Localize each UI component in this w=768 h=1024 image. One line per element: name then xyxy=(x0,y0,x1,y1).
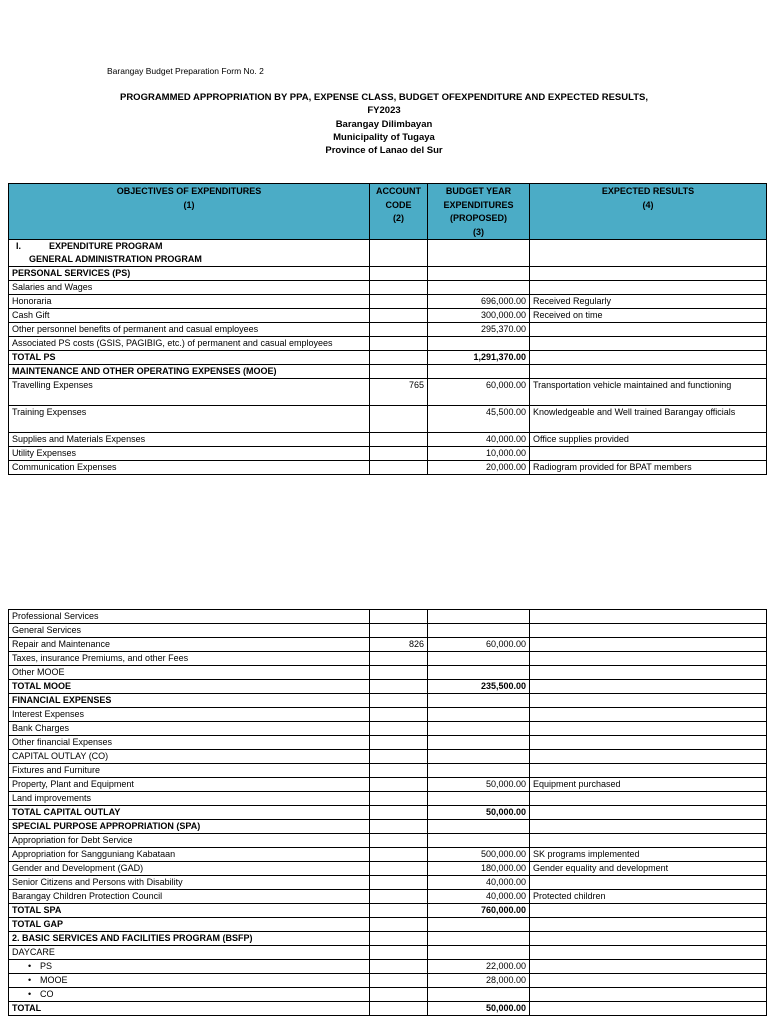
cell-account-code xyxy=(370,862,428,876)
cell-objective: DAYCARE xyxy=(9,946,370,960)
header-objectives: OBJECTIVES OF EXPENDITURES (1) xyxy=(9,184,370,240)
cell-account-code xyxy=(370,848,428,862)
table-row xyxy=(9,918,767,932)
table-row xyxy=(9,806,767,820)
cell-expected-result xyxy=(530,447,767,461)
cell-expected-result xyxy=(530,337,767,351)
table-row xyxy=(9,351,767,365)
cell-expected-result xyxy=(530,876,767,890)
cell-amount: 1,291,370.00 xyxy=(428,351,530,365)
cell-objective: Appropriation for Sangguniang Kabataan xyxy=(9,848,370,862)
table-row xyxy=(9,974,767,988)
cell-account-code xyxy=(370,447,428,461)
cell-account-code: 765 xyxy=(370,379,428,406)
cell-objective: Fixtures and Furniture xyxy=(9,764,370,778)
section-heading-row xyxy=(9,240,767,267)
cell-account-code xyxy=(370,876,428,890)
table-row xyxy=(9,447,767,461)
cell-objective: Barangay Children Protection Council xyxy=(9,890,370,904)
cell-amount: 28,000.00 xyxy=(428,974,530,988)
cell-amount: 300,000.00 xyxy=(428,309,530,323)
cell-objective: TOTAL MOOE xyxy=(9,680,370,694)
cell-objective: CAPITAL OUTLAY (CO) xyxy=(9,750,370,764)
cell-expected-result xyxy=(530,624,767,638)
table-row xyxy=(9,680,767,694)
cell-amount xyxy=(428,750,530,764)
cell-objective: TOTAL GAP xyxy=(9,918,370,932)
cell-amount xyxy=(428,337,530,351)
cell-expected-result: Received Regularly xyxy=(530,295,767,309)
table-row xyxy=(9,736,767,750)
cell-expected-result xyxy=(530,351,767,365)
cell-expected-result xyxy=(530,281,767,295)
cell-account-code xyxy=(370,1002,428,1016)
cell-expected-result xyxy=(530,610,767,624)
cell-amount xyxy=(428,666,530,680)
cell-amount xyxy=(428,946,530,960)
cell-amount: 20,000.00 xyxy=(428,461,530,475)
cell-amount xyxy=(428,932,530,946)
cell-expected-result xyxy=(530,946,767,960)
cell-account-code xyxy=(370,680,428,694)
cell-amount: 60,000.00 xyxy=(428,379,530,406)
cell-objective: 2. BASIC SERVICES AND FACILITIES PROGRAM (BSFP) xyxy=(9,932,370,946)
section-title: EXPENDITURE PROGRAM xyxy=(49,241,163,251)
cell-expected-result xyxy=(530,652,767,666)
table-row xyxy=(9,904,767,918)
cell-account-code xyxy=(370,624,428,638)
cell-account-code xyxy=(370,652,428,666)
cell-objective: Professional Services xyxy=(9,610,370,624)
cell-expected-result xyxy=(530,323,767,337)
cell-account-code xyxy=(370,750,428,764)
table-row xyxy=(9,764,767,778)
cell-objective: TOTAL xyxy=(9,1002,370,1016)
cell-objective: Senior Citizens and Persons with Disability xyxy=(9,876,370,890)
cell-account-code xyxy=(370,365,428,379)
table-row xyxy=(9,337,767,351)
cell-expected-result: Knowledgeable and Well trained Barangay officials xyxy=(530,406,767,433)
cell-expected-result: SK programs implemented xyxy=(530,848,767,862)
cell-objective: General Services xyxy=(9,624,370,638)
cell-expected-result xyxy=(530,708,767,722)
cell-expected-result xyxy=(530,988,767,1002)
cell-expected-result xyxy=(530,267,767,281)
cell-account-code xyxy=(370,461,428,475)
table-row xyxy=(9,1002,767,1016)
title-line: PROGRAMMED APPROPRIATION BY PPA, EXPENSE CLASS, BUDGET OFEXPENDITURE AND EXPECTED RESULTS, xyxy=(119,92,648,103)
cell-expected-result xyxy=(530,960,767,974)
table-row xyxy=(9,638,767,652)
table-row xyxy=(9,848,767,862)
bullet-icon: • xyxy=(28,975,32,985)
cell-account-code xyxy=(370,820,428,834)
cell-expected-result: Equipment purchased xyxy=(530,778,767,792)
cell-objective: Supplies and Materials Expenses xyxy=(9,433,370,447)
cell-amount xyxy=(428,918,530,932)
table-row xyxy=(9,876,767,890)
cell-expected-result xyxy=(530,806,767,820)
cell-account-code xyxy=(370,890,428,904)
cell-expected-result xyxy=(530,932,767,946)
cell-objective: Appropriation for Debt Service xyxy=(9,834,370,848)
table-row xyxy=(9,610,767,624)
cell-amount xyxy=(428,281,530,295)
cell-amount: 22,000.00 xyxy=(428,960,530,974)
cell-amount: 40,000.00 xyxy=(428,876,530,890)
cell-objective: Bank Charges xyxy=(9,722,370,736)
cell-account-code xyxy=(370,351,428,365)
cell-account-code xyxy=(370,904,428,918)
cell-account-code xyxy=(370,295,428,309)
cell-account-code xyxy=(370,309,428,323)
cell-expected-result xyxy=(530,750,767,764)
cell-expected-result xyxy=(530,834,767,848)
cell-expected-result xyxy=(530,680,767,694)
table-row xyxy=(9,750,767,764)
cell-objective: FINANCIAL EXPENSES xyxy=(9,694,370,708)
title-line: Municipality of Tugaya xyxy=(333,131,435,143)
cell-account-code xyxy=(370,722,428,736)
cell-expected-result xyxy=(530,638,767,652)
cell-expected-result xyxy=(530,736,767,750)
cell-amount: 760,000.00 xyxy=(428,904,530,918)
cell-amount: 696,000.00 xyxy=(428,295,530,309)
cell-objective: Salaries and Wages xyxy=(9,281,370,295)
cell-amount xyxy=(428,694,530,708)
cell-objective: Interest Expenses xyxy=(9,708,370,722)
cell-account-code xyxy=(370,764,428,778)
table-row xyxy=(9,379,767,406)
program-title: GENERAL ADMINISTRATION PROGRAM xyxy=(29,254,202,264)
table-row xyxy=(9,960,767,974)
section-numeral: I. xyxy=(16,241,22,251)
cell-objective: Travelling Expenses xyxy=(9,379,370,406)
table-row xyxy=(9,666,767,680)
cell-amount xyxy=(428,365,530,379)
table-row xyxy=(9,323,767,337)
cell-amount: 40,000.00 xyxy=(428,433,530,447)
header-expected-results: EXPECTED RESULTS (4) xyxy=(530,184,767,240)
cell-expected-result xyxy=(530,722,767,736)
cell-account-code xyxy=(370,337,428,351)
table-row xyxy=(9,778,767,792)
cell-objective: Cash Gift xyxy=(9,309,370,323)
cell-objective: TOTAL PS xyxy=(9,351,370,365)
table-row xyxy=(9,461,767,475)
table-row xyxy=(9,722,767,736)
cell-objective: Gender and Development (GAD) xyxy=(9,862,370,876)
cell-amount xyxy=(428,988,530,1002)
cell-objective: • CO xyxy=(9,988,370,1002)
cell-objective: Training Expenses xyxy=(9,406,370,433)
table-row xyxy=(9,309,767,323)
table-row xyxy=(9,267,767,281)
table-row xyxy=(9,365,767,379)
cell-objective: MAINTENANCE AND OTHER OPERATING EXPENSES (MOOE) xyxy=(9,365,370,379)
cell-objective: SPECIAL PURPOSE APPROPRIATION (SPA) xyxy=(9,820,370,834)
table-row xyxy=(9,988,767,1002)
cell-amount xyxy=(428,820,530,834)
cell-objective: • MOOE xyxy=(9,974,370,988)
cell-expected-result xyxy=(530,694,767,708)
cell-amount: 45,500.00 xyxy=(428,406,530,433)
cell-amount xyxy=(428,624,530,638)
cell-objective: • PS xyxy=(9,960,370,974)
cell-expected-result xyxy=(530,820,767,834)
cell-objective: Honoraria xyxy=(9,295,370,309)
cell-amount: 40,000.00 xyxy=(428,890,530,904)
cell-account-code xyxy=(370,946,428,960)
cell-expected-result: Protected children xyxy=(530,890,767,904)
cell-account-code xyxy=(370,610,428,624)
cell-account-code xyxy=(370,406,428,433)
cell-account-code xyxy=(370,694,428,708)
cell-amount: 180,000.00 xyxy=(428,862,530,876)
bullet-icon: • xyxy=(28,961,32,971)
cell-account-code xyxy=(370,708,428,722)
cell-objective: TOTAL CAPITAL OUTLAY xyxy=(9,806,370,820)
cell-amount: 50,000.00 xyxy=(428,778,530,792)
form-label: Barangay Budget Preparation Form No. 2 xyxy=(107,66,264,76)
cell-objective: PERSONAL SERVICES (PS) xyxy=(9,267,370,281)
cell-amount xyxy=(428,267,530,281)
table-row xyxy=(9,792,767,806)
title-line: Province of Lanao del Sur xyxy=(325,145,443,157)
table-row xyxy=(9,406,767,433)
cell-account-code xyxy=(370,433,428,447)
cell-amount xyxy=(428,722,530,736)
cell-expected-result: Gender equality and development xyxy=(530,862,767,876)
header-budget-year: BUDGET YEAR EXPENDITURES (PROPOSED) (3) xyxy=(428,184,530,240)
title-line: FY2023 xyxy=(367,105,401,117)
table-row xyxy=(9,820,767,834)
cell-amount xyxy=(428,708,530,722)
table-header-row xyxy=(9,184,767,240)
cell-account-code xyxy=(370,806,428,820)
cell-amount xyxy=(428,736,530,750)
bullet-icon: • xyxy=(28,989,32,999)
cell-expected-result xyxy=(530,904,767,918)
cell-amount: 10,000.00 xyxy=(428,447,530,461)
cell-expected-result: Office supplies provided xyxy=(530,433,767,447)
header-account-code: ACCOUNT CODE (2) xyxy=(370,184,428,240)
table-row xyxy=(9,834,767,848)
table-row xyxy=(9,295,767,309)
cell-account-code xyxy=(370,932,428,946)
title-line: Barangay Dilimbayan xyxy=(335,118,433,130)
cell-account-code xyxy=(370,834,428,848)
cell-objective: Other financial Expenses xyxy=(9,736,370,750)
cell-objective: Repair and Maintenance xyxy=(9,638,370,652)
cell-account-code xyxy=(370,960,428,974)
cell-expected-result: Transportation vehicle maintained and functioning xyxy=(530,379,767,406)
cell-amount xyxy=(428,610,530,624)
table-row xyxy=(9,652,767,666)
cell-amount: 295,370.00 xyxy=(428,323,530,337)
cell-expected-result xyxy=(530,764,767,778)
cell-account-code xyxy=(370,736,428,750)
cell-expected-result xyxy=(530,918,767,932)
cell-amount xyxy=(428,834,530,848)
cell-amount xyxy=(428,764,530,778)
cell-objective: Taxes, insurance Premiums, and other Fees xyxy=(9,652,370,666)
cell-amount xyxy=(428,792,530,806)
cell-amount xyxy=(428,652,530,666)
cell-account-code xyxy=(370,918,428,932)
cell-amount: 500,000.00 xyxy=(428,848,530,862)
table-row xyxy=(9,890,767,904)
cell-expected-result xyxy=(530,792,767,806)
cell-objective: Property, Plant and Equipment xyxy=(9,778,370,792)
appropriation-table-part-1 xyxy=(8,183,767,475)
cell-amount: 50,000.00 xyxy=(428,806,530,820)
cell-objective: Land improvements xyxy=(9,792,370,806)
cell-expected-result xyxy=(530,365,767,379)
cell-account-code xyxy=(370,988,428,1002)
cell-objective: Communication Expenses xyxy=(9,461,370,475)
table-row xyxy=(9,946,767,960)
cell-account-code xyxy=(370,666,428,680)
cell-amount: 50,000.00 xyxy=(428,1002,530,1016)
cell-amount: 235,500.00 xyxy=(428,680,530,694)
cell-account-code: 826 xyxy=(370,638,428,652)
cell-expected-result xyxy=(530,1002,767,1016)
cell-objective: Utility Expenses xyxy=(9,447,370,461)
cell-expected-result xyxy=(530,666,767,680)
cell-account-code xyxy=(370,267,428,281)
table-row xyxy=(9,433,767,447)
table-row xyxy=(9,708,767,722)
table-row xyxy=(9,281,767,295)
table-row xyxy=(9,932,767,946)
document-title xyxy=(0,91,768,157)
cell-expected-result: Radiogram provided for BPAT members xyxy=(530,461,767,475)
cell-objective: Other MOOE xyxy=(9,666,370,680)
cell-account-code xyxy=(370,281,428,295)
table-row xyxy=(9,694,767,708)
table-row xyxy=(9,624,767,638)
cell-objective: TOTAL SPA xyxy=(9,904,370,918)
cell-amount: 60,000.00 xyxy=(428,638,530,652)
cell-objective: Associated PS costs (GSIS, PAGIBIG, etc.) of permanent and casual employees xyxy=(9,337,370,351)
cell-account-code xyxy=(370,792,428,806)
table-row xyxy=(9,862,767,876)
cell-expected-result: Received on time xyxy=(530,309,767,323)
cell-account-code xyxy=(370,974,428,988)
cell-objective: Other personnel benefits of permanent and casual employees xyxy=(9,323,370,337)
cell-account-code xyxy=(370,778,428,792)
cell-expected-result xyxy=(530,974,767,988)
appropriation-table-part-2 xyxy=(8,609,767,1016)
cell-account-code xyxy=(370,323,428,337)
